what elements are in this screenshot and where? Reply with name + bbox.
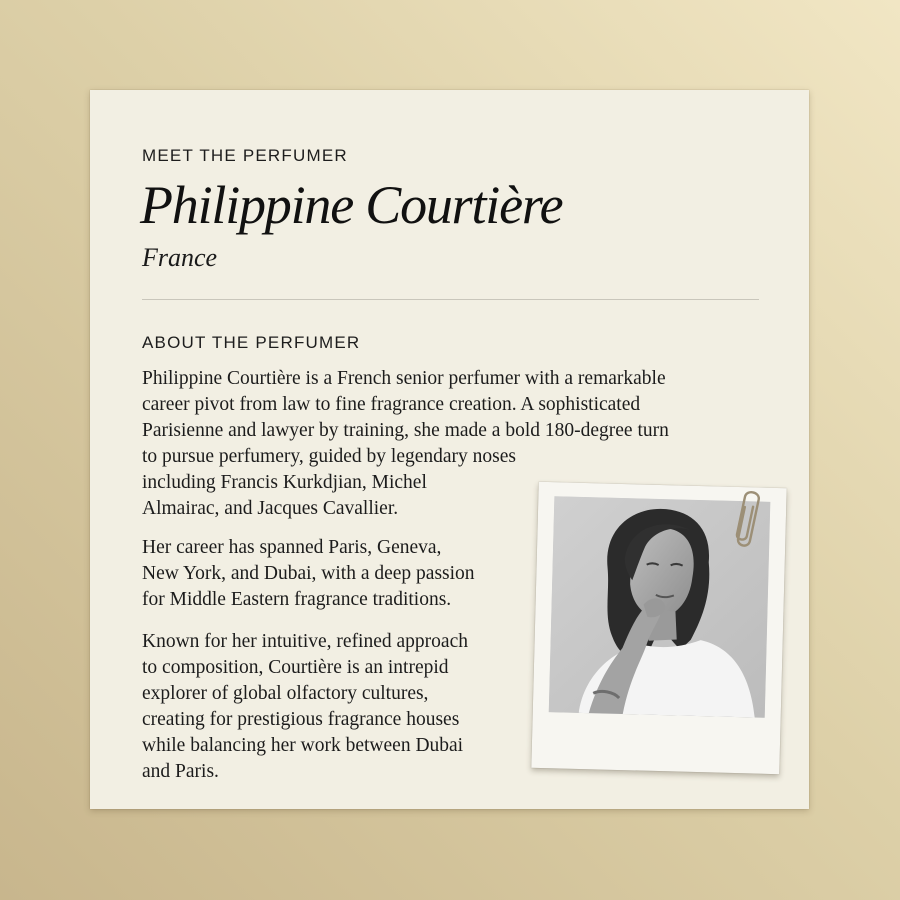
- paragraph-line: explorer of global olfactory cultures,: [142, 683, 429, 704]
- paragraph-line: including Francis Kurkdjian, Michel: [142, 472, 427, 493]
- paragraph-line: Philippine Courtière is a French senior perfumer with a remarkable: [142, 368, 666, 389]
- divider: [142, 299, 759, 300]
- perfumer-origin: France: [142, 243, 218, 272]
- paragraph-line: Her career has spanned Paris, Geneva,: [142, 537, 442, 558]
- paragraph-line: and Paris.: [142, 761, 219, 782]
- paragraph-line: Almairac, and Jacques Cavallier.: [142, 498, 399, 519]
- perfumer-name: Philippine Courtière: [140, 175, 563, 235]
- paragraph-line: while balancing her work between Dubai: [142, 735, 464, 756]
- about-paragraph-3: [142, 629, 468, 785]
- paragraph-line: to composition, Courtière is an intrepid: [142, 657, 449, 678]
- paragraph-line: for Middle Eastern fragrance traditions.: [142, 589, 452, 610]
- paragraph-line: career pivot from law to fine fragrance creation. A sophisticated: [142, 394, 641, 415]
- paragraph-line: to pursue perfumery, guided by legendary noses: [142, 446, 517, 467]
- paragraph-line: New York, and Dubai, with a deep passion: [142, 563, 475, 584]
- paragraph-line: Parisienne and lawyer by training, she made a bold 180-degree turn: [142, 420, 669, 441]
- about-paragraph-2: [142, 535, 475, 613]
- paragraph-line: Known for her intuitive, refined approach: [142, 631, 468, 652]
- section-eyebrow: MEET THE PERFUMER: [142, 146, 348, 165]
- about-heading: ABOUT THE PERFUMER: [142, 333, 361, 352]
- paragraph-line: creating for prestigious fragrance houses: [142, 709, 460, 730]
